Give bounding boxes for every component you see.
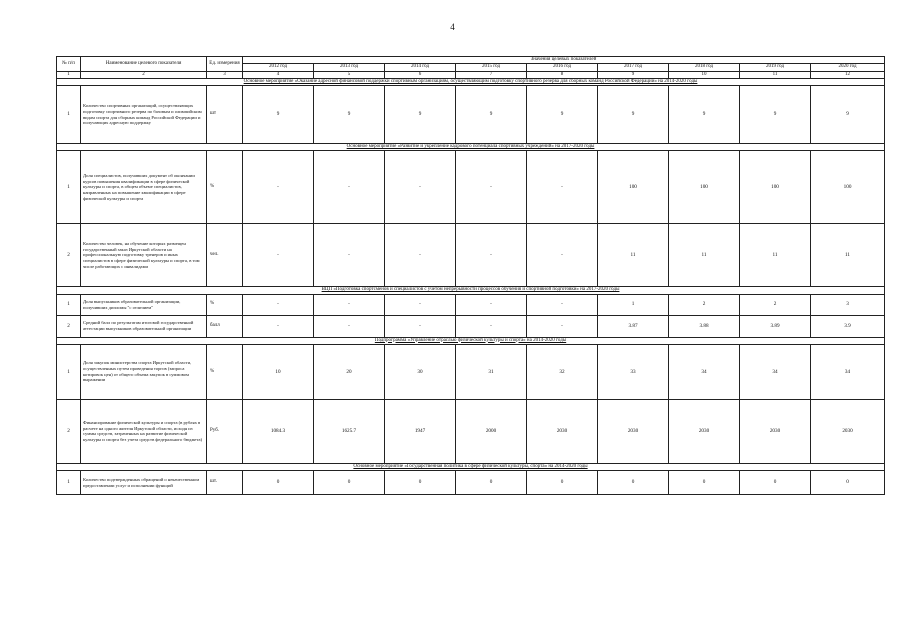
indicator-value: 0 xyxy=(669,471,740,495)
indicator-value: 32 xyxy=(527,344,598,399)
table-row xyxy=(57,294,885,315)
indicator-value: - xyxy=(314,224,385,287)
column-number: 8 xyxy=(527,71,598,78)
indicator-unit: шт. xyxy=(207,471,243,495)
header-values: Значения целевых показателей xyxy=(243,57,885,64)
indicator-unit: % xyxy=(207,294,243,315)
table-body xyxy=(57,57,885,495)
indicator-value: 20 xyxy=(314,344,385,399)
indicator-unit: % xyxy=(207,151,243,224)
indicator-value: - xyxy=(527,151,598,224)
indicator-value: - xyxy=(456,224,527,287)
indicator-value: - xyxy=(385,294,456,315)
indicator-unit: балл xyxy=(207,315,243,337)
section-title: Подпрограмма «Управление отраслью физической культуры и спорта» на 2014-2020 годы xyxy=(57,337,885,344)
row-number: 1 xyxy=(57,86,81,144)
indicator-value: 3.88 xyxy=(669,315,740,337)
indicator-value: 9 xyxy=(243,86,314,144)
table-row xyxy=(57,315,885,337)
indicator-value: 9 xyxy=(456,86,527,144)
indicator-value: 9 xyxy=(811,86,885,144)
row-number: 2 xyxy=(57,399,81,463)
column-number: 9 xyxy=(598,71,669,78)
section-row xyxy=(57,337,885,344)
row-number: 1 xyxy=(57,294,81,315)
indicator-value: - xyxy=(243,151,314,224)
indicator-value: 10 xyxy=(243,344,314,399)
table-row xyxy=(57,471,885,495)
indicator-value: 1 xyxy=(598,294,669,315)
indicator-value: 34 xyxy=(740,344,811,399)
indicator-value: - xyxy=(243,315,314,337)
indicator-value: 2030 xyxy=(740,399,811,463)
table-row xyxy=(57,86,885,144)
header-unit: Ед. измерения xyxy=(207,57,243,72)
indicator-value: 11 xyxy=(811,224,885,287)
header-name: Наименование целевого показателя xyxy=(81,57,207,72)
column-number: 5 xyxy=(314,71,385,78)
column-number: 11 xyxy=(740,71,811,78)
header-year: 2018 год xyxy=(669,64,740,71)
row-number: 1 xyxy=(57,151,81,224)
indicator-value: 2 xyxy=(740,294,811,315)
indicator-value: 100 xyxy=(811,151,885,224)
indicator-value: 33 xyxy=(598,344,669,399)
indicator-value: 2030 xyxy=(598,399,669,463)
indicator-name: Количество спортивных организаций, осуществляющих подготовку спортивного резерва по базовым и олимпийским видам спорта для сборных команд Российской Федерации и получающих адресную поддержку xyxy=(81,86,207,144)
section-title: ВЦП «Подготовка спортсменов и специалистов с учетом непрерывности процессов обучения и спортивной подготовки» на 2017-2020 годы xyxy=(57,287,885,294)
indicator-value: 1947 xyxy=(385,399,456,463)
indicator-value: 11 xyxy=(740,224,811,287)
section-title: Основное мероприятие «Оказание адресной финансовой поддержки спортивным организациям, осуществляющим подготовку спортивного резерва для сборных команд Российской Федерации» на 2014-2020 годы xyxy=(57,78,885,85)
indicator-value: 1625.7 xyxy=(314,399,385,463)
section-row xyxy=(57,144,885,151)
indicator-value: 0 xyxy=(527,471,598,495)
target-indicators-table xyxy=(56,56,885,495)
column-numbers-row xyxy=(57,71,885,78)
indicator-value: 0 xyxy=(598,471,669,495)
indicator-value: 0 xyxy=(243,471,314,495)
indicator-value: 9 xyxy=(527,86,598,144)
indicator-value: 30 xyxy=(385,344,456,399)
indicator-value: - xyxy=(456,315,527,337)
indicator-value: 9 xyxy=(669,86,740,144)
indicator-value: - xyxy=(314,315,385,337)
indicator-value: 11 xyxy=(598,224,669,287)
column-number: 3 xyxy=(207,71,243,78)
indicator-value: 100 xyxy=(740,151,811,224)
column-number: 12 xyxy=(811,71,885,78)
column-number: 6 xyxy=(385,71,456,78)
section-row xyxy=(57,287,885,294)
indicator-value: 1084.3 xyxy=(243,399,314,463)
indicator-value: 100 xyxy=(669,151,740,224)
indicator-value: - xyxy=(385,315,456,337)
page-number: 4 xyxy=(450,22,455,32)
indicator-value: - xyxy=(527,224,598,287)
indicator-name: Доля специалистов, получивших документ об окончании курсов повышения квалификации в сфере физической культуры и спорта, в общем объеме специалистов, направленных на повышение квалификации в сфере физической культуры и спорта xyxy=(81,151,207,224)
header-year: 2015 год xyxy=(456,64,527,71)
indicator-value: - xyxy=(456,151,527,224)
indicator-value: - xyxy=(385,151,456,224)
indicator-value: - xyxy=(456,294,527,315)
indicator-value: 0 xyxy=(811,471,885,495)
header-year: 2019 год xyxy=(740,64,811,71)
indicator-value: 9 xyxy=(385,86,456,144)
indicator-value: 2000 xyxy=(456,399,527,463)
section-row xyxy=(57,78,885,85)
header-year: 2020 год xyxy=(811,64,885,71)
indicator-value: 34 xyxy=(811,344,885,399)
indicator-value: 11 xyxy=(669,224,740,287)
indicator-value: 34 xyxy=(669,344,740,399)
header-year: 2012 год xyxy=(243,64,314,71)
indicator-value: 0 xyxy=(740,471,811,495)
indicator-name: Средний балл по результатам итоговой государственной аттестации выпускников образовательной организации xyxy=(81,315,207,337)
indicator-unit: Руб. xyxy=(207,399,243,463)
header-year: 2013 год xyxy=(314,64,385,71)
indicator-value: - xyxy=(385,224,456,287)
indicator-value: 3.87 xyxy=(598,315,669,337)
indicator-value: 3 xyxy=(811,294,885,315)
indicator-value: 31 xyxy=(456,344,527,399)
indicator-name: Количество человек, на обучение которых размещен государственный заказ Иркутской области на профессиональную подготовку тренеров и иных специалистов в сфере физической культуры и спорта, в том числе работающих с инвалидами xyxy=(81,224,207,287)
table-row xyxy=(57,151,885,224)
indicator-value: - xyxy=(314,294,385,315)
indicator-name: Доля выпускников образовательной организации, получивших дипломы "с отличием" xyxy=(81,294,207,315)
indicator-value: - xyxy=(243,294,314,315)
section-row xyxy=(57,463,885,470)
header-year: 2014 год xyxy=(385,64,456,71)
indicator-name: Доля закупок министерства спорта Иркутской области, осуществленных путем проведения торгов (запроса котировок цен) от общего объема закупок в суммовом выражении xyxy=(81,344,207,399)
indicator-value: - xyxy=(527,315,598,337)
indicator-value: 2030 xyxy=(811,399,885,463)
indicator-value: 0 xyxy=(456,471,527,495)
row-number: 2 xyxy=(57,315,81,337)
header-year: 2017 год xyxy=(598,64,669,71)
table-row xyxy=(57,399,885,463)
table-row xyxy=(57,344,885,399)
indicator-unit: шт xyxy=(207,86,243,144)
indicator-value: 3.89 xyxy=(740,315,811,337)
indicator-value: 9 xyxy=(740,86,811,144)
header-year: 2016 год xyxy=(527,64,598,71)
indicator-value: - xyxy=(314,151,385,224)
section-title: Основное мероприятие «Развитие и укрепление кадрового потенциала спортивных учреждений» на 2017-2020 годы xyxy=(57,144,885,151)
row-number: 1 xyxy=(57,344,81,399)
indicator-value: 0 xyxy=(385,471,456,495)
row-number: 1 xyxy=(57,471,81,495)
indicator-value: - xyxy=(243,224,314,287)
indicator-value: 0 xyxy=(314,471,385,495)
row-number: 2 xyxy=(57,224,81,287)
indicator-value: 100 xyxy=(598,151,669,224)
indicator-value: 9 xyxy=(598,86,669,144)
section-title: Основное мероприятие «Государственная политика в сфере физической культуры, спорта» на 2014-2020 годы xyxy=(57,463,885,470)
table-row xyxy=(57,224,885,287)
indicator-value: 9 xyxy=(314,86,385,144)
indicator-value: 2030 xyxy=(669,399,740,463)
indicator-value: - xyxy=(527,294,598,315)
header-num: № п/п xyxy=(57,57,81,72)
indicator-value: 2 xyxy=(669,294,740,315)
indicator-unit: % xyxy=(207,344,243,399)
indicator-unit: чел. xyxy=(207,224,243,287)
indicator-name: Количество подтвержденных обращений о некачественном предоставлении услуг и исполнении функций xyxy=(81,471,207,495)
indicator-value: 3.9 xyxy=(811,315,885,337)
column-number: 10 xyxy=(669,71,740,78)
column-number: 2 xyxy=(81,71,207,78)
column-number: 4 xyxy=(243,71,314,78)
indicator-value: 2030 xyxy=(527,399,598,463)
column-number: 1 xyxy=(57,71,81,78)
indicator-name: Финансирование физической культуры и спорта (в рублях в расчете на одного жителя Иркутской области, исходя из суммы средств, затраченных на развитие физической культуры и спорта без учета средств федерального бюджета) xyxy=(81,399,207,463)
header-row-1 xyxy=(57,57,885,64)
column-number: 7 xyxy=(456,71,527,78)
